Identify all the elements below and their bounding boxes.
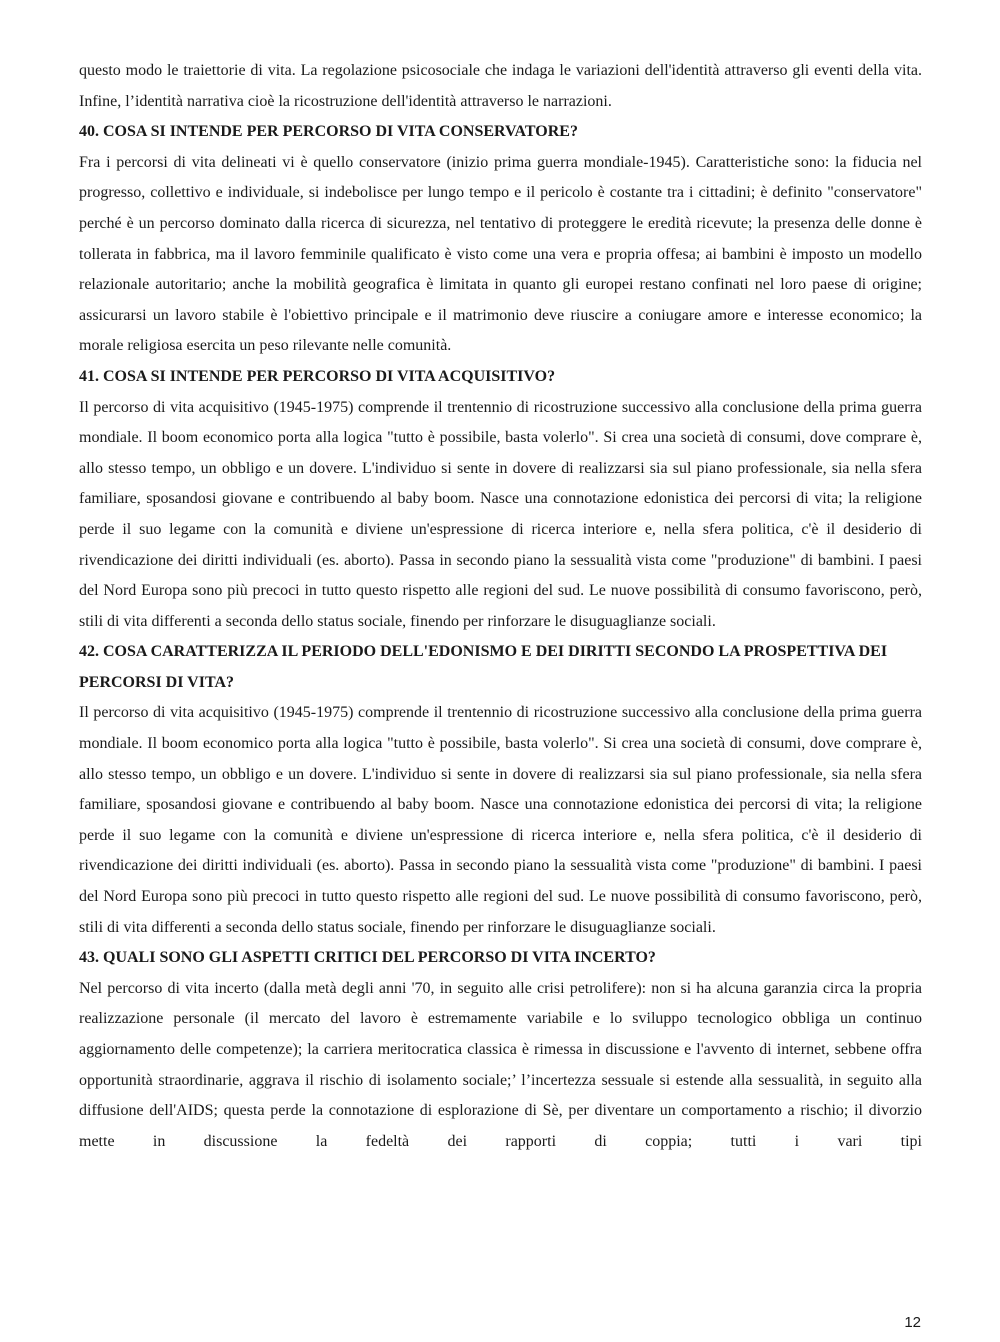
section-heading-41: 41. COSA SI INTENDE PER PERCORSO DI VITA ACQUISITIVO? <box>79 367 556 385</box>
section-heading-43: 43. QUALI SONO GLI ASPETTI CRITICI DEL PERCORSO DI VITA INCERTO? <box>79 949 656 967</box>
section-body-41: Il percorso di vita acquisitivo (1945-1975) comprende il trentennio di ricostruzione successivo alla conclusione della prima guerra mondiale. Il boom economico porta alla logica "tutto è possibile, basta volerlo". Si crea una società di consumi, dove comprare è, allo stesso tempo, un obbligo e un dovere. L'individuo si sente in dovere di realizzarsi sia sul piano professionale, sia nella sfera familiare, sposandosi giovane e contribuendo al baby boom. Nasce una connotazione edonistica dei percorsi di vita; la religione perde il suo legame con la comunità e diviene un'espressione di ricerca interiore e, nella sfera politica, c'è il desiderio di rivendicazione dei diritti individuali (es. aborto). Passa in secondo piano la sessualità vista come "produzione" di bambini. I paesi del Nord Europa sono più precoci in tutto questo rispetto alle regioni del sud. Le nuove possibilità di consumo favoriscono, però, stili di vita differenti a seconda dello status sociale, finendo per rinforzare le disuguaglianze sociali. <box>79 398 922 630</box>
section-heading-42: 42. COSA CARATTERIZZA IL PERIODO DELL'EDONISMO E DEI DIRITTI SECONDO LA PROSPETTIVA DEI PERCORSI DI VITA? <box>79 643 888 691</box>
intro-paragraph: questo modo le traiettorie di vita. La regolazione psicosociale che indaga le variazioni dell'identità attraverso gli eventi della vita. Infine, l’identità narrativa cioè la ricostruzione dell'identità attraverso le narrazioni. <box>79 62 922 110</box>
section-body-42: Il percorso di vita acquisitivo (1945-1975) comprende il trentennio di ricostruzione successivo alla conclusione della prima guerra mondiale. Il boom economico porta alla logica "tutto è possibile, basta volerlo". Si crea una società di consumi, dove comprare è, allo stesso tempo, un obbligo e un dovere. L'individuo si sente in dovere di realizzarsi sia sul piano professionale, sia nella sfera familiare, sposandosi giovane e contribuendo al baby boom. Nasce una connotazione edonistica dei percorsi di vita; la religione perde il suo legame con la comunità e diviene un'espressione di ricerca interiore e, nella sfera politica, c'è il desiderio di rivendicazione dei diritti individuali (es. aborto). Passa in secondo piano la sessualità vista come "produzione" di bambini. I paesi del Nord Europa sono più precoci in tutto questo rispetto alle regioni del sud. Le nuove possibilità di consumo favoriscono, però, stili di vita differenti a seconda dello status sociale, finendo per rinforzare le disuguaglianze sociali. <box>79 704 922 936</box>
page-number: 12 <box>904 1314 921 1331</box>
section-body-43: Nel percorso di vita incerto (dalla metà degli anni '70, in seguito alle crisi petrolifere): non si ha alcuna garanzia circa la propria realizzazione personale (il mercato del lavoro è estremamente variabile e lo sviluppo tecnologico obbliga un continuo aggiornamento delle competenze); la carriera meritocratica classica è rimessa in discussione e l'avvento di internet, sebbene offra opportunità straordinarie, aggrava il rischio di isolamento sociale;’ l’incertezza sessuale si estende alla sessualità, in seguito alla diffusione dell'AIDS; questa perde la connotazione di esplorazione di Sè, per diventare un comportamento a rischio; il divorzio mette in discussione la fedeltà dei rapporti di coppia; tutti i vari tipi <box>79 979 922 1150</box>
document-page <box>79 56 922 1157</box>
section-body-40: Fra i percorsi di vita delineati vi è quello conservatore (inizio prima guerra mondiale-1945). Caratteristiche sono: la fiducia nel progresso, collettivo e individuale, si indebolisce per lungo tempo e il pericolo è costante tra i cittadini; è definito "conservatore" perché è un percorso dominato dalla ricerca di sicurezza, nel tentativo di proteggere le eredità ricevute; la presenza delle donne è tollerata in fabbrica, ma il lavoro femminile qualificato è visto come una vera e propria offesa; ai bambini è imposto un modello relazionale autoritario; anche la mobilità geografica è limitata in quanto gli europei restano confinati nel loro paese di origine; assicurarsi un lavoro stabile è l'obiettivo principale e il matrimonio deve riuscire a coniugare amore e interesse economico; la morale religiosa esercita un peso rilevante nelle comunità. <box>79 153 922 355</box>
section-heading-40: 40. COSA SI INTENDE PER PERCORSO DI VITA CONSERVATORE? <box>79 123 578 141</box>
